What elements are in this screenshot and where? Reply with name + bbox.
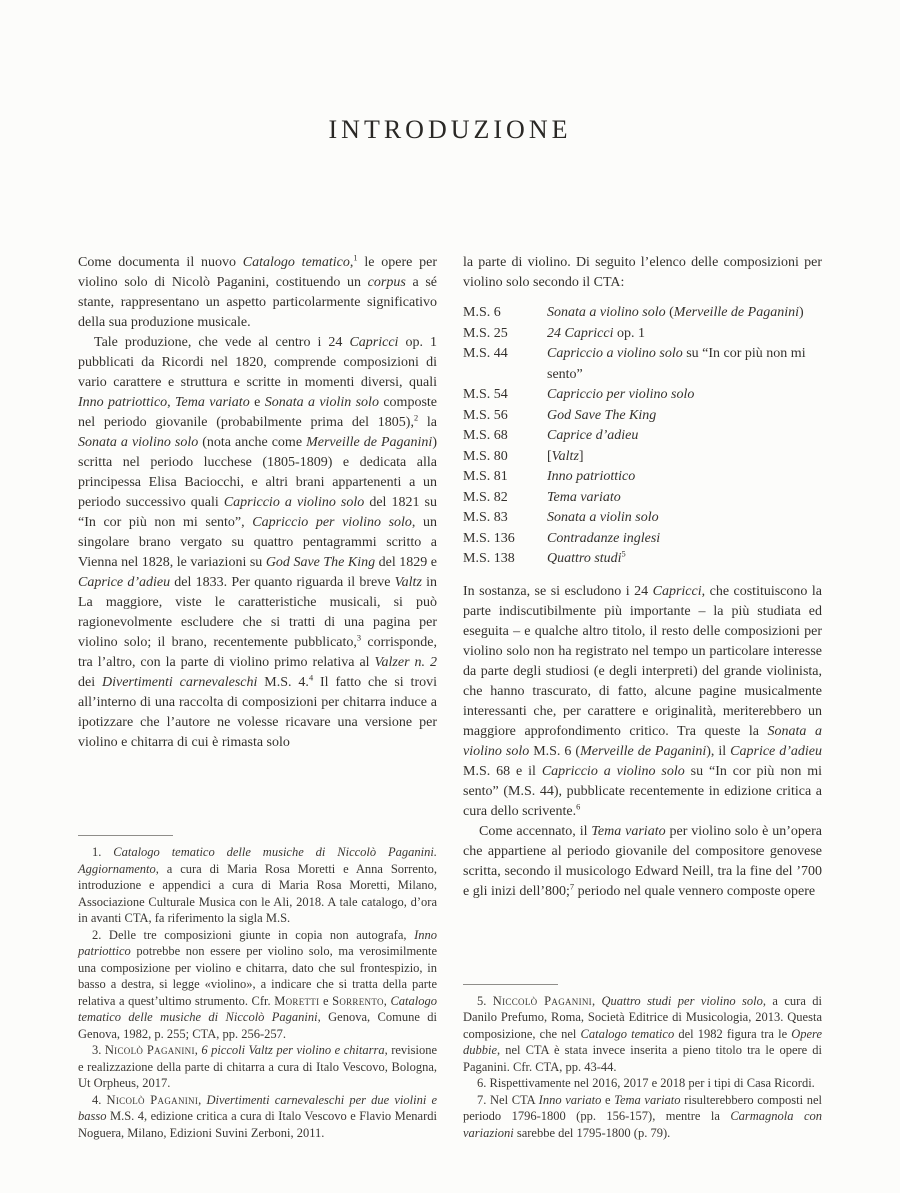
text-columns <box>78 253 822 1141</box>
ms-number: M.S. 82 <box>463 489 508 505</box>
catalog-entry <box>463 447 822 468</box>
ms-title: Capriccio per violino solo <box>547 387 695 402</box>
catalog-entry <box>463 303 822 324</box>
ms-number: M.S. 68 <box>463 428 508 443</box>
ms-title: Sonata a violino solo (Merveille de Paganini) <box>547 305 804 320</box>
ms-number: M.S. 44 <box>463 346 508 361</box>
left-column-body <box>78 253 437 753</box>
catalog-entry <box>463 426 822 447</box>
footnote: 7. Nel CTA Inno variato e Tema variato risulterebbero composti nel periodo 1796-1800 (pp. 156-157), mentre la Carmagnola con variazioni sarebbe del 1795-1800 (p. 79). <box>463 1092 822 1140</box>
ms-number: M.S. 56 <box>463 407 508 423</box>
ms-number: M.S. 54 <box>463 387 508 402</box>
ms-title: Caprice d’adieu <box>547 428 639 443</box>
ms-title: 24 Capricci op. 1 <box>547 325 645 341</box>
paragraph: la parte di violino. Di seguito l’elenco delle composizioni per violino solo secondo il CTA: <box>463 255 822 290</box>
ms-number: M.S. 6 <box>463 305 501 320</box>
footnote-rule <box>78 835 173 836</box>
catalog-entry <box>463 385 822 406</box>
ms-title: Sonata a violin solo <box>547 510 659 525</box>
ms-number: M.S. 83 <box>463 510 508 525</box>
ms-title: God Save The King <box>547 407 657 423</box>
catalog-entry <box>463 549 822 570</box>
catalog-entry <box>463 406 822 427</box>
ms-title: Contradanze inglesi <box>547 530 661 546</box>
catalog-entry <box>463 488 822 509</box>
catalog-entry <box>463 529 822 550</box>
catalog-entry <box>463 467 822 488</box>
paragraph: Tale produzione, che vede al centro i 24 Capricci op. 1 pubblicati da Ricordi nel 1820, comprende composizioni di vario carattere e struttura e scritte in momenti diversi, quali Inno patriottico, Tema variato e Sonata a violin solo composte nel periodo giovanile (probabilmente prima del 1805),$^2$ la Sonata a violino solo (nota anche come Merveille de Paganini) scritta nel periodo lucchese (1805-1809) e dedicata alla principessa Elisa Baciocchi, e altri brani appartenenti a un periodo successivo quali Capriccio a violino solo del 1821 su “In cor più non mi sento”, Capriccio per violino solo, un singolare brano vergato su quattro pentagrammi scritto a Vienna nel 1828, le variazioni su God Save The King del 1829 e Caprice d’adieu del 1833. Per quanto riguarda il breve Valtz in La maggiore, viste le caratteristiche musicali, si può ragionevolmente escludere che si tratti di una pagina per violino solo; il brano, recentemente pubblicato,$^3$ corrisponde, tra l’altro, con la parte di violino primo relativa al Valzer n. 2 dei Divertimenti carnevaleschi M.S. 4.$^4$ Il fatto che si trovi all’interno di una raccolta di composizioni per chitarra induce a ipotizzare che l’autore ne volesse ricavare una versione per violino e chitarra di cui è rimasta solo <box>78 335 438 750</box>
ms-title: Quattro studi$^5$ <box>547 549 626 566</box>
footnote: 4. Nicolò Paganini, Divertimenti carnevaleschi per due violini e basso M.S. 4, edizione critica a cura di Italo Vescovo e Flavio Menardi Noguera, Milano, Edizioni Suvini Zerboni, 2011. <box>78 1092 438 1140</box>
left-column <box>78 253 437 1141</box>
right-column <box>463 253 822 1141</box>
catalog-entry <box>463 324 822 345</box>
paragraph: In sostanza, se si escludono i 24 Capricci, che costituiscono la parte indiscutibilmente più importante – la più studiata ed eseguita – e qualche altro titolo, il resto delle composizioni per violino solo non ha registrato nel tempo un particolare interesse da parte degli studiosi (e degli interpreti) del grande violinista, che hanno trascurato, di fatto, alcune pagine musicalmente interessanti che, per carattere e originalità, meriterebbero un maggiore approfondimento critico. Tra queste la Sonata a violino solo M.S. 6 (Merveille de Paganini), il Caprice d’adieu M.S. 68 e il Capriccio a violino solo su “In cor più non mi sento” (M.S. 44), pubblicate recentemente in edizione critica a cura dello scrivente.$^6$ <box>463 583 823 819</box>
paragraph: Come documenta il nuovo Catalogo tematico,$^1$ le opere per violino solo di Nicolò Paganini, costituendo un corpus a sé stante, rappresentano un aspetto particolarmente significativo della sua produzione musicale. <box>78 253 437 330</box>
right-column-body <box>463 253 822 902</box>
footnote-rule <box>463 984 558 985</box>
footnote: 5. Niccolò Paganini, Quattro studi per violino solo, a cura di Danilo Prefumo, Roma, Società Editrice di Musicologia, 2013. Questa composizione, che nel Catalogo tematico del 1982 figura tra le Opere dubbie, nel CTA è stata invece inserita a pieno titolo tra le opere di Paganini. Cfr. CTA, pp. 43-44. <box>463 993 823 1074</box>
footnote: 6. Rispettivamente nel 2016, 2017 e 2018 per i tipi di Casa Ricordi. <box>477 1076 815 1090</box>
ms-title: Capriccio a violino solo su “In cor più non mi sento” <box>547 346 806 382</box>
footnote: 3. Nicolò Paganini, 6 piccoli Valtz per violino e chitarra, revisione e realizzazione della parte di chitarra a cura di Italo Vescovo, Bologna, Ut Orpheus, 2017. <box>78 1043 438 1090</box>
ms-number: M.S. 138 <box>463 551 515 566</box>
catalog-entry <box>463 344 822 385</box>
right-footnotes <box>463 984 822 1142</box>
catalog-list <box>463 303 822 570</box>
left-footnotes <box>78 835 437 1141</box>
ms-title: [Valtz] <box>547 448 584 464</box>
ms-title: Inno patriottico <box>547 469 636 484</box>
paragraph: Come accennato, il Tema variato per violino solo è un’opera che appartiene al periodo giovanile del compositore genovese scritta, secondo il musicologo Edward Neill, tra la fine del ’700 e gli inizi dell’800;$^7$ periodo nel quale vennero composte opere <box>463 823 822 899</box>
ms-number: M.S. 25 <box>463 325 508 341</box>
ms-number: M.S. 136 <box>463 530 515 546</box>
ms-number: M.S. 81 <box>463 469 508 484</box>
footnote: 1. Catalogo tematico delle musiche di Niccolò Paganini. Aggiornamento, a cura di Maria Rosa Moretti e Anna Sorrento, introduzione e appendici a cura di Maria Rosa Moretti, Milano, Associazione Culturale Musica con le Ali, 2018. A tale catalogo, d’ora in avanti CTA, fa riferimento la sigla M.S. <box>78 845 437 925</box>
ms-number: M.S. 80 <box>463 448 508 464</box>
catalog-entry <box>463 508 822 529</box>
page-title: INTRODUZIONE <box>328 115 572 144</box>
footnote: 2. Delle tre composizioni giunte in copia non autografa, Inno patriottico potrebbe non essere per violino solo, ma verosimilmente una composizione per violino e chitarra, dato che sul frontespizio, in basso a destra, si legge «violino», a indicare che si tratta della parte relativa a quest’ultimo strumento. Cfr. Moretti e Sorrento, Catalogo tematico delle musiche di Niccolò Paganini, Genova, Comune di Genova, 1982, p. 255; CTA, pp. 256-257. <box>78 927 437 1041</box>
ms-title: Tema variato <box>547 489 621 505</box>
